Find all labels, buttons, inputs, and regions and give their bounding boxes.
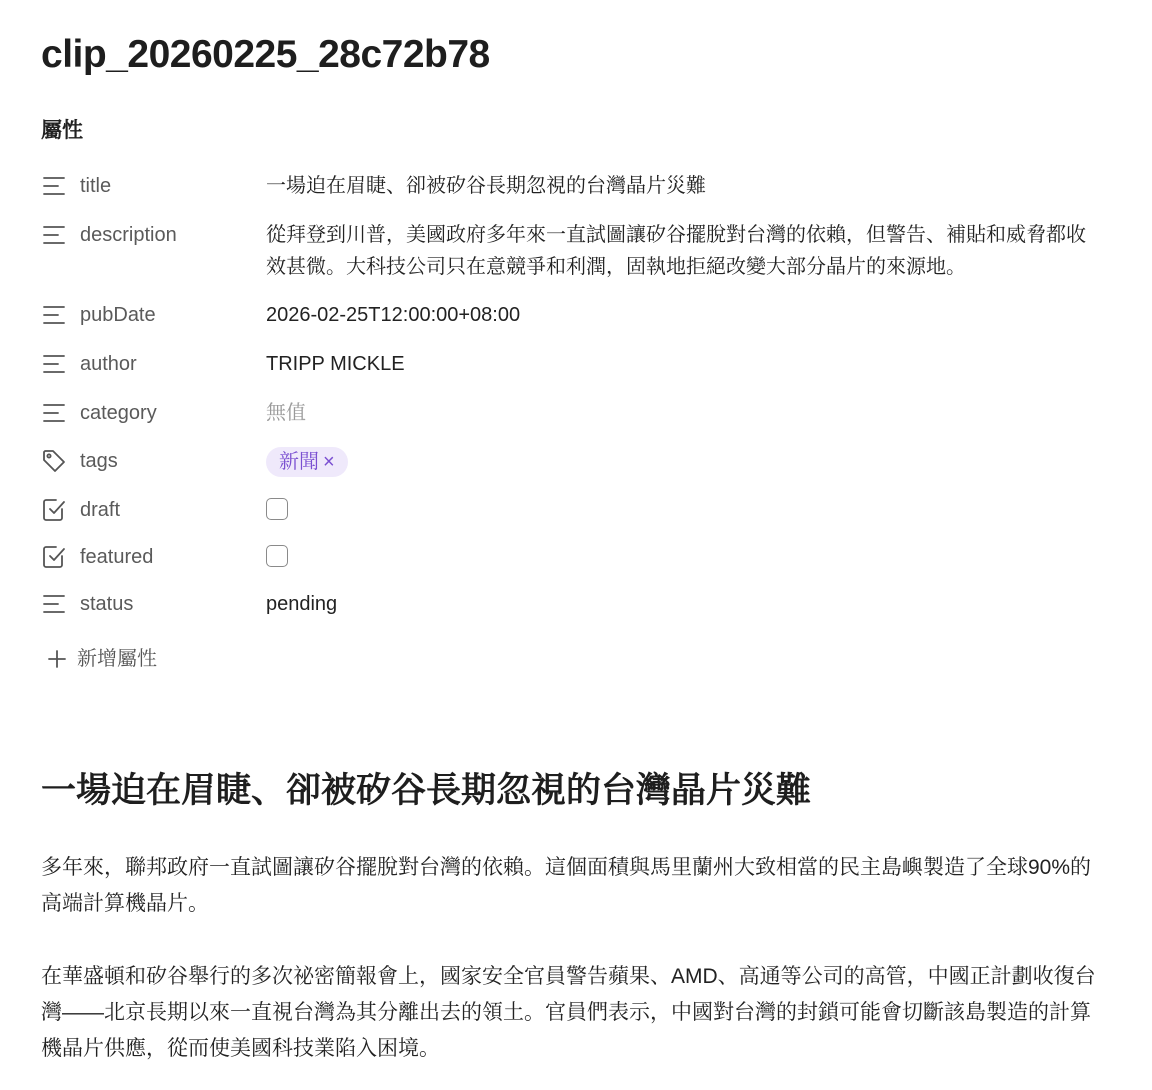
- note-title[interactable]: clip_20260225_28c72b78: [41, 33, 490, 76]
- checkbox-icon[interactable]: [41, 497, 67, 523]
- add-property-button[interactable]: [47, 645, 157, 673]
- properties-heading[interactable]: 屬性: [41, 119, 83, 142]
- plus-icon: [47, 649, 67, 669]
- text-lines-icon[interactable]: [41, 591, 67, 617]
- property-key[interactable]: status: [80, 593, 134, 615]
- draft-checkbox[interactable]: [266, 498, 288, 520]
- property-key[interactable]: draft: [80, 499, 121, 521]
- property-value[interactable]: pending: [266, 593, 338, 615]
- property-value[interactable]: 2026-02-25T12:00:00+08:00: [266, 304, 521, 326]
- text-lines-icon[interactable]: [41, 222, 67, 248]
- article-paragraph: 多年來，聯邦政府一直試圖讓矽谷擺脫對台灣的依賴。這個面積與馬里蘭州大致相當的民主島嶼製造了全球90%的高端計算機晶片。: [41, 856, 1092, 915]
- property-value: [266, 541, 1096, 577]
- checkbox-icon[interactable]: [41, 544, 67, 570]
- property-row-status: [41, 591, 1101, 627]
- featured-checkbox[interactable]: [266, 545, 288, 567]
- property-row-draft: [41, 497, 1101, 533]
- text-lines-icon[interactable]: [41, 173, 67, 199]
- property-key[interactable]: author: [80, 353, 137, 375]
- property-row-category: [41, 400, 1101, 436]
- property-row-pubdate: [41, 302, 1101, 338]
- property-row-title: [41, 173, 1101, 209]
- property-key[interactable]: pubDate: [80, 304, 156, 326]
- text-lines-icon[interactable]: [41, 351, 67, 377]
- property-key[interactable]: tags: [80, 450, 118, 472]
- tag-pill[interactable]: [266, 447, 348, 477]
- property-key[interactable]: featured: [80, 546, 154, 568]
- property-row-tags: [41, 448, 1101, 484]
- tag-label: 新聞: [279, 451, 319, 473]
- property-value[interactable]: TRIPP MICKLE: [266, 353, 405, 375]
- text-lines-icon[interactable]: [41, 400, 67, 426]
- property-value: [266, 494, 1096, 530]
- property-key[interactable]: title: [80, 175, 112, 197]
- article-heading: 一場迫在眉睫、卻被矽谷長期忽視的台灣晶片災難: [41, 771, 812, 810]
- property-row-description: [41, 222, 1101, 286]
- property-value-empty[interactable]: 無值: [266, 402, 306, 424]
- property-key[interactable]: category: [80, 402, 157, 424]
- property-value[interactable]: 從拜登到川普，美國政府多年來一直試圖讓矽谷擺脫對台灣的依賴，但警告、補貼和威脅都收效甚微。大科技公司只在意競爭和利潤，固執地拒絕改變大部分晶片的來源地。: [266, 224, 1086, 278]
- property-key[interactable]: description: [80, 224, 177, 246]
- add-property-label: 新增屬性: [77, 648, 157, 670]
- article-paragraph: 在華盛頓和矽谷舉行的多次祕密簡報會上，國家安全官員警告蘋果、AMD、高通等公司的高管，中國正計劃收復台灣——北京長期以來一直視台灣為其分離出去的領土。官員們表示，中國對台灣的封鎖可能會切斷該島製造的計算機晶片供應，從而使美國科技業陷入困境。: [41, 965, 1096, 1060]
- property-row-featured: [41, 544, 1101, 580]
- tag-icon[interactable]: [41, 448, 67, 474]
- remove-tag-icon[interactable]: ×: [323, 451, 335, 473]
- property-value: [266, 445, 1096, 478]
- property-row-author: [41, 351, 1101, 387]
- property-value[interactable]: 一場迫在眉睫、卻被矽谷長期忽視的台灣晶片災難: [266, 175, 706, 197]
- text-lines-icon[interactable]: [41, 302, 67, 328]
